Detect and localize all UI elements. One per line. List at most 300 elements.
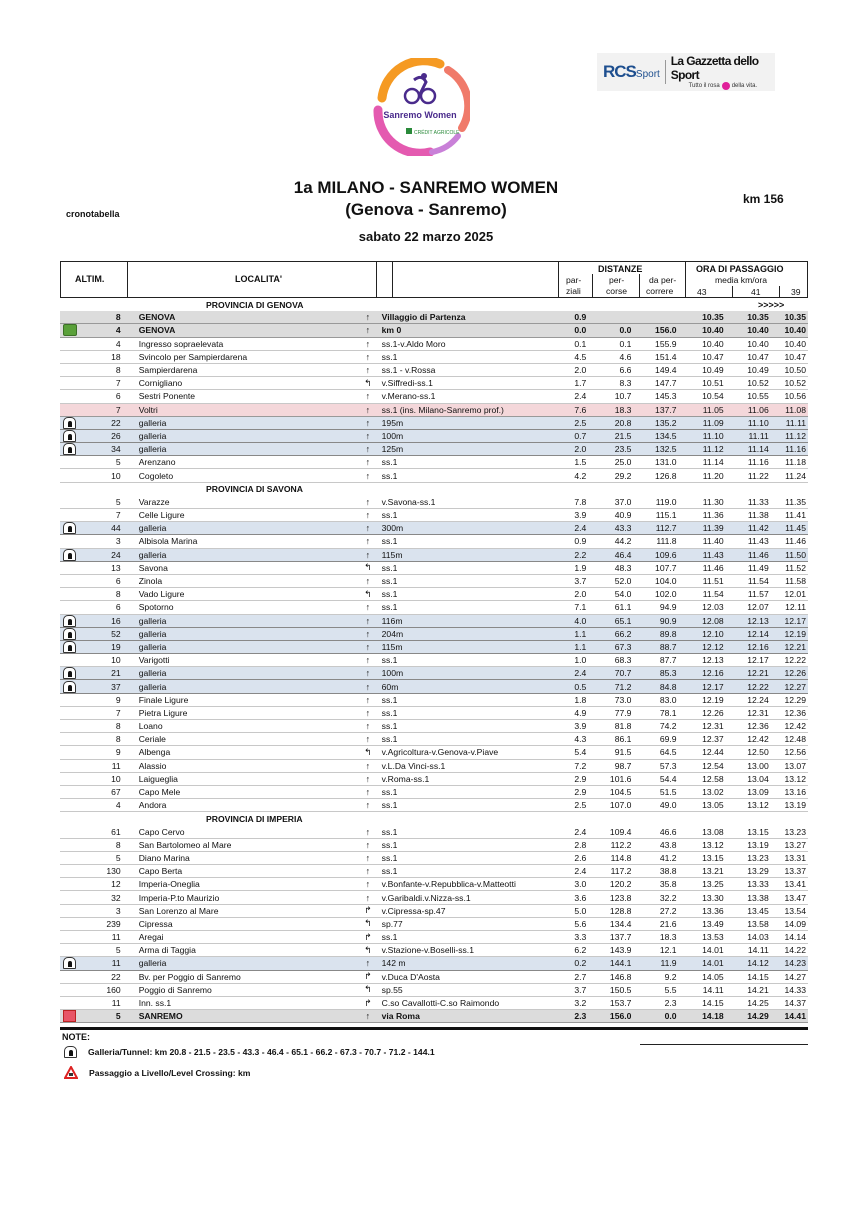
location: Laigueglia [138,773,178,784]
km-partial: 5.0 [574,905,587,916]
km-partial: 2.6 [574,852,587,863]
street: v.Savona-ss.1 [381,496,436,507]
km-remaining: 115.1 [655,510,677,521]
km-partial: 2.4 [574,866,587,877]
street: 100m [381,668,404,679]
km-remaining: 155.9 [655,338,677,349]
km-done: 46.4 [614,549,632,560]
time-41: 10.55 [747,391,769,402]
location: Capo Mele [138,787,181,798]
time-39: 14.41 [784,1011,806,1022]
km-remaining: 111.8 [656,536,677,547]
time-43: 12.58 [702,773,724,784]
row-icon-cell [60,509,80,522]
time-39: 12.26 [784,668,806,679]
location: Finale Ligure [138,694,189,705]
location: galleria [138,668,167,679]
altitude: 4 [115,800,121,811]
km-partial: 3.9 [574,721,587,732]
tunnel-icon [63,522,76,534]
row-icon-cell [60,997,80,1010]
location: Svincolo per Sampierdarena [138,351,248,362]
km-remaining: 88.7 [659,641,677,652]
time-39: 13.16 [784,787,806,798]
km-partial: 7.1 [574,602,587,613]
time-43: 12.08 [702,615,724,626]
altitude: 5 [115,457,121,468]
km-done: 156.0 [609,1011,632,1022]
km-done: 10.7 [614,391,632,402]
street: v.Siffredi-ss.1 [381,378,433,389]
km-remaining: 2.3 [664,998,677,1009]
row-icon-cell [60,364,80,377]
time-41: 12.24 [747,694,769,705]
table-row [60,826,808,839]
time-43: 13.49 [702,918,724,929]
km-partial: 0.9 [574,536,587,547]
km-done: 101.6 [609,773,632,784]
time-39: 12.22 [784,655,806,666]
km-done: 6.6 [619,365,632,376]
tunnel-icon [64,1046,77,1058]
location: Imperia-P.to Maurizio [138,892,220,903]
table-row [60,997,808,1010]
time-39: 10.50 [784,365,806,376]
time-41: 11.54 [747,576,769,587]
altitude: 10 [111,470,121,481]
time-39: 13.07 [784,760,806,771]
table-row [60,694,808,707]
street: 195m [381,417,404,428]
row-icon-cell [60,469,80,482]
time-39: 10.40 [784,325,806,336]
location: Varigotti [138,655,170,666]
km-remaining: 51.5 [659,787,677,798]
time-43: 13.15 [702,852,724,863]
direction-icon: ↑ [365,470,371,481]
km-partial: 0.0 [574,325,587,336]
altitude: 34 [111,444,121,455]
altitude: 8 [115,589,121,600]
street: ss.1 [381,510,398,521]
street: v.Bonfante-v.Repubblica-v.Matteotti [381,879,516,890]
direction-icon: ↑ [365,668,371,679]
km-remaining: 89.8 [659,628,677,639]
altitude: 5 [115,945,121,956]
row-icon-cell [60,403,80,416]
time-39: 12.11 [785,602,806,613]
street: v.Roma-ss.1 [381,773,430,784]
km-remaining: 102.0 [655,589,677,600]
street: ss.1 [381,787,398,798]
km-done: 37.0 [614,496,632,507]
time-39: 11.35 [785,496,806,507]
km-remaining: 145.3 [655,391,677,402]
direction-icon: ↑ [365,721,371,732]
km-partial: 7.8 [574,496,587,507]
km-partial: 2.9 [574,787,587,798]
time-41: 13.23 [747,852,769,863]
direction-icon: ↑ [365,338,371,349]
direction-icon: ↑ [365,707,371,718]
table-row [60,654,808,667]
km-remaining: 94.9 [659,602,677,613]
table-row [60,905,808,918]
table-row [60,786,808,799]
km-done: 77.9 [614,707,632,718]
time-39: 11.46 [785,536,806,547]
time-43: 13.25 [702,879,724,890]
location: galleria [138,430,167,441]
km-done: 112.2 [610,839,632,850]
row-icon-cell [60,324,80,337]
km-remaining: 41.2 [659,852,677,863]
location: Arenzano [138,457,176,468]
location: Vado Ligure [138,589,185,600]
time-41: 13.19 [747,839,769,850]
time-39: 14.37 [784,998,806,1009]
km-done: 117.2 [610,866,632,877]
location: San Bartolomeo al Mare [138,839,232,850]
time-39: 13.27 [784,839,806,850]
tunnel-icon [63,641,76,653]
time-41: 11.33 [747,496,769,507]
altitude: 4 [115,325,121,336]
row-icon-cell [60,337,80,350]
location: Bv. per Poggio di Sanremo [138,971,241,982]
province-header [60,483,808,496]
direction-icon: ↑ [365,800,371,811]
altitude: 5 [115,496,121,507]
province-name: PROVINCIA DI IMPERIA [206,813,303,824]
time-39: 12.36 [784,707,806,718]
direction-icon: ↑ [365,404,371,415]
direction-icon: ↑ [365,430,371,441]
time-43: 14.18 [702,1011,724,1022]
direction-icon: ↑ [365,417,371,428]
km-done: 128.8 [609,905,632,916]
time-41: 14.12 [747,958,769,969]
km-remaining: 5.5 [664,984,677,995]
altitude: 239 [106,918,121,929]
col-ora: ORA DI PASSAGGIO [696,264,784,274]
time-43: 10.35 [702,312,724,323]
km-remaining: 57.3 [659,760,677,771]
row-icon-cell [60,733,80,746]
row-icon-cell [60,720,80,733]
time-39: 14.14 [784,932,806,943]
time-43: 13.05 [702,800,724,811]
street: C.so Cavallotti-C.so Raimondo [381,998,500,1009]
street: ss.1 [381,707,398,718]
km-done: 146.8 [609,971,632,982]
table-row [60,773,808,786]
location: Varazze [138,496,170,507]
bottom-rule [60,1027,808,1030]
time-41: 12.50 [747,747,769,758]
row-icon-cell [60,654,80,667]
location: Sampierdarena [138,365,198,376]
time-43: 11.10 [702,430,724,441]
km-done: 65.1 [614,615,632,626]
time-41: 12.14 [747,628,769,639]
time-39: 12.01 [784,589,806,600]
location: Zinola [138,576,163,587]
row-icon-cell [60,759,80,772]
km-done: 29.2 [614,470,632,481]
street: 204m [381,628,404,639]
direction-icon: ↑ [365,365,371,376]
time-43: 12.44 [702,747,724,758]
altitude: 67 [111,787,121,798]
street: ss.1 [381,826,398,837]
location: galleria [138,523,167,534]
km-done: 120.2 [609,879,632,890]
time-43: 12.19 [702,694,724,705]
street: ss.1 [381,866,398,877]
km-remaining: 12.1 [659,945,677,956]
tunnel-icon [63,667,76,679]
time-43: 12.12 [702,641,724,652]
row-icon-cell [60,377,80,390]
row-icon-cell [60,878,80,891]
km-partial: 4.3 [574,734,587,745]
time-41: 11.06 [747,404,769,415]
km-done: 18.3 [614,404,632,415]
altitude: 21 [111,668,121,679]
km-partial: 2.0 [574,444,587,455]
time-43: 10.40 [702,325,724,336]
time-43: 10.47 [702,351,724,362]
time-43: 11.46 [702,562,724,573]
direction-icon: ↑ [365,549,371,560]
street: ss.1 [381,852,398,863]
altitude: 18 [111,351,121,362]
km-partial: 7.6 [574,404,587,415]
row-icon-cell [60,891,80,904]
km-done: 81.8 [614,721,632,732]
time-39: 14.33 [784,984,806,995]
street: ss.1 [381,351,398,362]
row-icon-cell [60,588,80,601]
col-distanze: DISTANZE [598,264,643,274]
table-row [60,549,808,562]
km-done: 54.0 [614,589,632,600]
km-remaining: 137.7 [655,404,677,415]
km-partial: 1.9 [574,562,587,573]
row-icon-cell [60,614,80,627]
time-43: 11.43 [702,549,724,560]
start-icon [63,324,77,336]
km-partial: 1.7 [574,378,587,389]
street: sp.77 [381,918,403,929]
direction-icon: ↑ [365,576,371,587]
location: galleria [138,417,167,428]
time-43: 14.05 [702,971,724,982]
altitude: 52 [111,628,121,639]
location: Capo Berta [138,866,183,877]
province-name: PROVINCIA DI SAVONA [206,484,303,495]
km-remaining: 32.2 [659,892,677,903]
km-partial: 2.8 [574,839,587,850]
row-icon-cell [60,575,80,588]
time-43: 12.54 [702,760,724,771]
table-row [60,733,808,746]
row-icon-cell [60,443,80,456]
street: ss.1 [381,589,398,600]
table-row [60,852,808,865]
time-43: 12.17 [702,681,724,692]
street: ss.1 - v.Rossa [381,365,436,376]
km-remaining: 46.6 [659,826,677,837]
altitude: 6 [115,391,121,402]
km-done: 0.0 [619,325,632,336]
province-header [60,812,808,825]
altitude: 3 [115,536,121,547]
row-icon-cell [60,311,80,324]
altitude: 16 [111,615,121,626]
time-41: 11.10 [747,417,769,428]
time-39: 11.45 [785,523,806,534]
altitude: 19 [111,641,121,652]
km-remaining: 147.7 [655,378,677,389]
street: ss.1 [381,932,398,943]
table-row [60,918,808,931]
col-altim: ALTIM. [75,274,105,284]
altitude: 5 [115,1011,121,1022]
altitude: 24 [111,549,121,560]
time-39: 13.31 [784,852,806,863]
km-done: 44.2 [614,536,632,547]
row-icon-cell [60,799,80,812]
km-partial: 4.2 [574,470,587,481]
table-row [60,931,808,944]
location: Voltri [138,404,158,415]
km-done: 68.3 [614,655,632,666]
row-icon-cell [60,495,80,508]
time-43: 12.13 [702,655,724,666]
time-39: 13.12 [784,773,806,784]
time-41: 13.15 [747,826,769,837]
km-partial: 7.2 [574,760,587,771]
table-row [60,707,808,720]
row-icon-cell [60,851,80,864]
time-43: 13.08 [702,826,724,837]
km-done: 86.1 [614,734,632,745]
time-41: 10.40 [747,325,769,336]
location: Celle Ligure [138,510,185,521]
time-39: 11.24 [785,470,806,481]
km-remaining: 131.0 [655,457,677,468]
table-row [60,443,808,456]
row-icon-cell [60,983,80,996]
street: ss.1 [381,470,398,481]
direction-icon: ↑ [365,839,371,850]
time-39: 10.52 [784,378,806,389]
km-done: 67.3 [614,641,632,652]
time-39: 12.21 [784,641,806,652]
direction-icon: ↑ [365,958,371,969]
race-subtitle: (Genova - Sanremo) [345,200,507,219]
km-done: 107.0 [609,800,632,811]
altitude: 8 [115,365,121,376]
time-39: 14.27 [784,971,806,982]
street: 300m [381,523,404,534]
km-remaining: 151.4 [655,351,677,362]
km-partial: 5.6 [574,918,587,929]
row-icon-cell [60,746,80,759]
km-partial: 3.7 [574,984,587,995]
time-43: 11.05 [702,404,724,415]
km-partial: 1.8 [574,694,587,705]
altitude: 61 [111,826,121,837]
time-41: 12.13 [747,615,769,626]
location: Albenga [138,747,171,758]
direction-icon: ↑ [365,325,371,336]
altitude: 130 [106,866,121,877]
row-icon-cell [60,970,80,983]
time-43: 11.36 [702,510,724,521]
km-partial: 2.4 [574,523,587,534]
time-41: 13.04 [747,773,769,784]
tunnel-icon [63,430,76,442]
direction-icon: ↑ [365,760,371,771]
time-43: 14.01 [702,945,724,956]
street: v.Merano-ss.1 [381,391,436,402]
direction-icon: ↑ [365,655,371,666]
km-remaining: 90.9 [659,615,677,626]
direction-icon: ↑ [365,773,371,784]
street: v.Stazione-v.Boselli-ss.1 [381,945,474,956]
table-row [60,417,808,430]
table-row [60,535,808,548]
table-row [60,680,808,693]
time-41: 14.11 [747,945,769,956]
location: galleria [138,549,167,560]
time-41: 13.29 [747,866,769,877]
svg-text:CRÉDIT AGRICOLE: CRÉDIT AGRICOLE [414,130,460,136]
time-43: 13.12 [702,839,724,850]
time-43: 13.30 [702,892,724,903]
direction-icon: ↑ [365,694,371,705]
row-icon-cell [60,957,80,970]
street: ss.1 [381,576,398,587]
col-parziali: par- [566,275,582,285]
km-partial: 1.1 [574,641,587,652]
table-row [60,984,808,997]
location: Diano Marina [138,852,190,863]
direction-icon: ↱ [364,931,372,942]
time-39: 12.42 [784,721,806,732]
time-39: 13.41 [784,879,806,890]
time-41: 11.38 [747,510,769,521]
row-icon-cell [60,904,80,917]
time-39: 10.35 [784,312,806,323]
notes-title: NOTE: [62,1032,90,1042]
time-41: 10.52 [747,378,769,389]
km-partial: 2.3 [574,1011,587,1022]
altitude: 160 [106,984,121,995]
km-done: 134.4 [609,918,632,929]
table-row [60,469,808,482]
km-remaining: 69.9 [659,734,677,745]
time-41: 12.31 [747,707,769,718]
street: 142 m [381,958,406,969]
km-done: 40.9 [614,510,632,521]
row-icon-cell [60,865,80,878]
time-41: 12.17 [747,655,769,666]
km-partial: 3.6 [574,892,587,903]
